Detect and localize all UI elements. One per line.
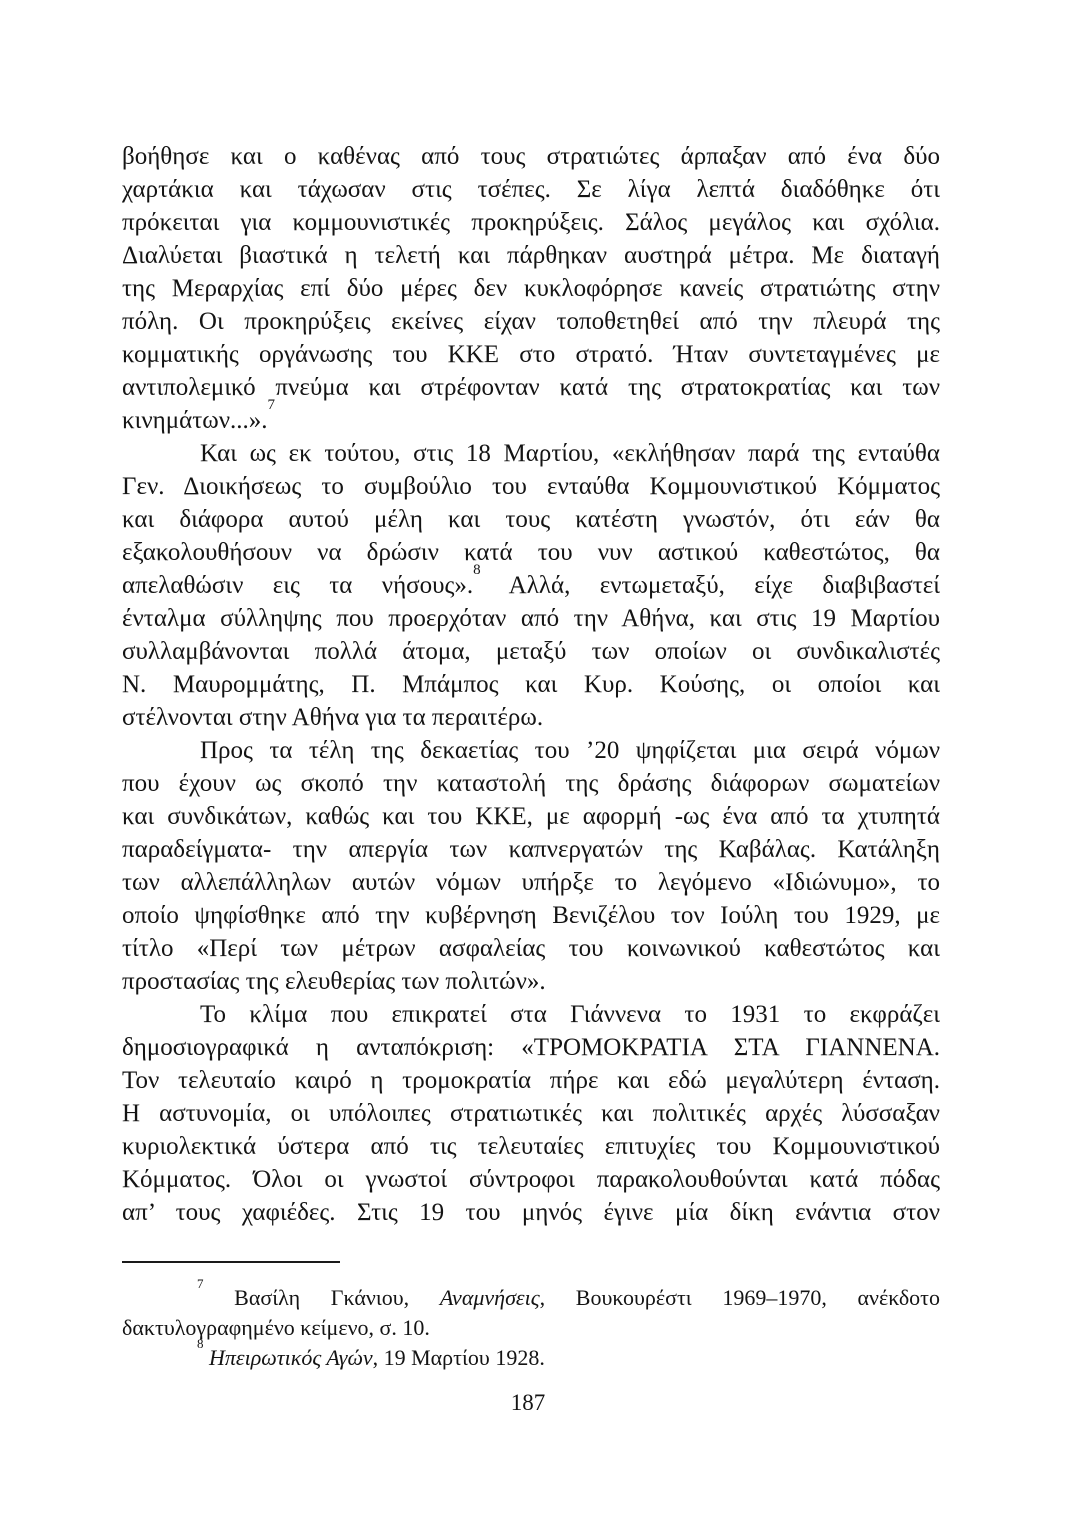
footnote-details: , 19 Μαρτίου 1928. [372,1345,545,1370]
text-line: Η αστυνομία, οι υπόλοιπες στρατιωτικές και πολιτικές αρχές λύσσαξαν [122,1100,940,1127]
text-line: βοήθησε και ο καθένας από τους στρατιώτες άρπαξαν από ένα δύο [122,143,940,170]
text-line: χαρτάκια και τάχωσαν στις τσέπες. Σε λίγα λεπτά διαδόθηκε ότι [122,176,940,203]
footnote-details: , Βουκουρέστι 1969–1970, ανέκδοτο [539,1285,941,1310]
footnote-marker: 7 [197,1275,204,1291]
text-line: προστασίας της ελευθερίας των πολιτών». [122,968,546,995]
footnote-author: Βασίλη Γκάνιου, [234,1285,410,1310]
text-line: ένταλμα σύλληψης που προερχόταν από την Αθήνα, και στις 19 Μαρτίου [122,605,940,632]
page-number: 187 [510,1390,546,1415]
text-line: κυριολεκτικά ύστερα από τις τελευταίες επιτυχίες του Κομμουνιστικού [122,1133,940,1160]
text-line: στέλνονται στην Αθήνα για τα περαιτέρω. [122,704,544,731]
text-line: και διάφορα αυτού μέλη και τους κατέστη γνωστόν, ότι εάν θα [122,506,940,533]
text-line: απ’ τους χαφιέδες. Στις 19 του μηνός έγινε μία δίκη ενάντια στον [122,1199,940,1226]
footnote-7 [122,1275,941,1313]
text-line: Γεν. Διοικήσεως το συμβούλιο του ενταύθα Κομμουνιστικού Κόμματος [122,473,940,500]
footnote-8 [122,1335,940,1373]
text-line: πόλη. Οι προκηρύξεις εκείνες είχαν τοποθετηθεί από την πλευρά της [122,308,940,335]
text-line: οποίο ψηφίσθηκε από την κυβέρνηση Βενιζέλου τον Ιούλη του 1929, με [122,902,940,929]
line-text: κινημάτων...». [122,407,268,434]
line-text: απελαθώσιν εις τα νήσους». [122,572,474,599]
text-line: κομματικής οργάνωσης του ΚΚΕ στο στρατό. Ήταν συντεταγμένες με [122,341,940,368]
paragraph [122,437,940,734]
footnote-7-continuation: δακτυλογραφημένο κείμενο, σ. 10. [122,1315,430,1340]
text-line: Ν. Μαυρομμάτης, Π. Μπάμπος και Κυρ. Κούσης, οι οποίοι και [122,671,940,698]
text-line: Το κλίμα που επικρατεί στα Γιάννενα το 1931 το εκφράζει [200,1001,940,1028]
text-line: τίτλο «Περί των μέτρων ασφαλείας του κοινωνικού καθεστώτος και [122,935,940,962]
paragraph [122,140,940,437]
text-line: και συνδικάτων, καθώς και του ΚΚΕ, με αφορμή -ως ένα από τα χτυπητά [122,803,940,830]
text-line [122,396,940,437]
footnote-marker: 8 [197,1335,204,1351]
text-line: συλλαμβάνονται πολλά άτομα, μεταξύ των οποίων οι συνδικαλιστές [122,638,940,665]
text-line: παραδείγματα- την απεργία των καπνεργατών της Καβάλας. Κατάληξη [122,836,940,863]
line-text: Αλλά, εντωμεταξύ, είχε διαβιβαστεί [508,572,941,599]
footnote-title: Ηπειρωτικός Αγών [209,1345,373,1370]
footnote-title: Αναμνήσεις [439,1285,540,1310]
text-line: δημοσιογραφικά η ανταπόκριση: «ΤΡΟΜΟΚΡΑΤΙΑ ΣΤΑ ΓΙΑΝΝΕΝΑ. [122,1034,940,1061]
text-line: της Μεραρχίας επί δύο μέρες δεν κυκλοφόρησε κανείς στρατιώτης στην [122,275,940,302]
footnote-separator [122,1261,340,1263]
footnote-ref-8: 8 [473,561,481,578]
text-line: Διαλύεται βιαστικά η τελετή και πάρθηκαν αυστηρά μέτρα. Με διαταγή [122,242,940,269]
text-line: πρόκειται για κομμουνιστικές προκηρύξεις. Σάλος μεγάλος και σχόλια. [122,209,940,236]
text-line: αντιπολεμικό πνεύμα και στρέφονταν κατά της στρατοκρατίας και των [122,374,940,401]
paragraph [122,734,940,998]
footnotes [122,1275,941,1373]
text-line: Προς τα τέλη της δεκαετίας του ’20 ψηφίζεται μια σειρά νόμων [200,737,940,764]
text-line: που έχουν ως σκοπό την καταστολή της δράσης διάφορων σωματείων [122,770,940,797]
text-line: των αλλεπάλληλων αυτών νόμων υπήρξε το λεγόμενο «Ιδιώνυμο», το [122,869,940,896]
body-text [122,140,940,1229]
footnote-ref-7: 7 [267,396,276,413]
text-line: Κόμματος. Όλοι οι γνωστοί σύντροφοι παρακολουθούνται κατά πόδας [122,1166,940,1193]
paragraph [122,998,940,1229]
text-line [122,561,941,602]
text-line: εξακολουθήσουν να δρώσιν κατά του νυν αστικού καθεστώτος, θα [122,539,940,566]
text-line: Και ως εκ τούτου, στις 18 Μαρτίου, «εκλήθησαν παρά της ενταύθα [200,440,940,467]
text-line: Τον τελευταίο καιρό η τρομοκρατία πήρε και εδώ μεγαλύτερη ένταση. [122,1067,940,1094]
